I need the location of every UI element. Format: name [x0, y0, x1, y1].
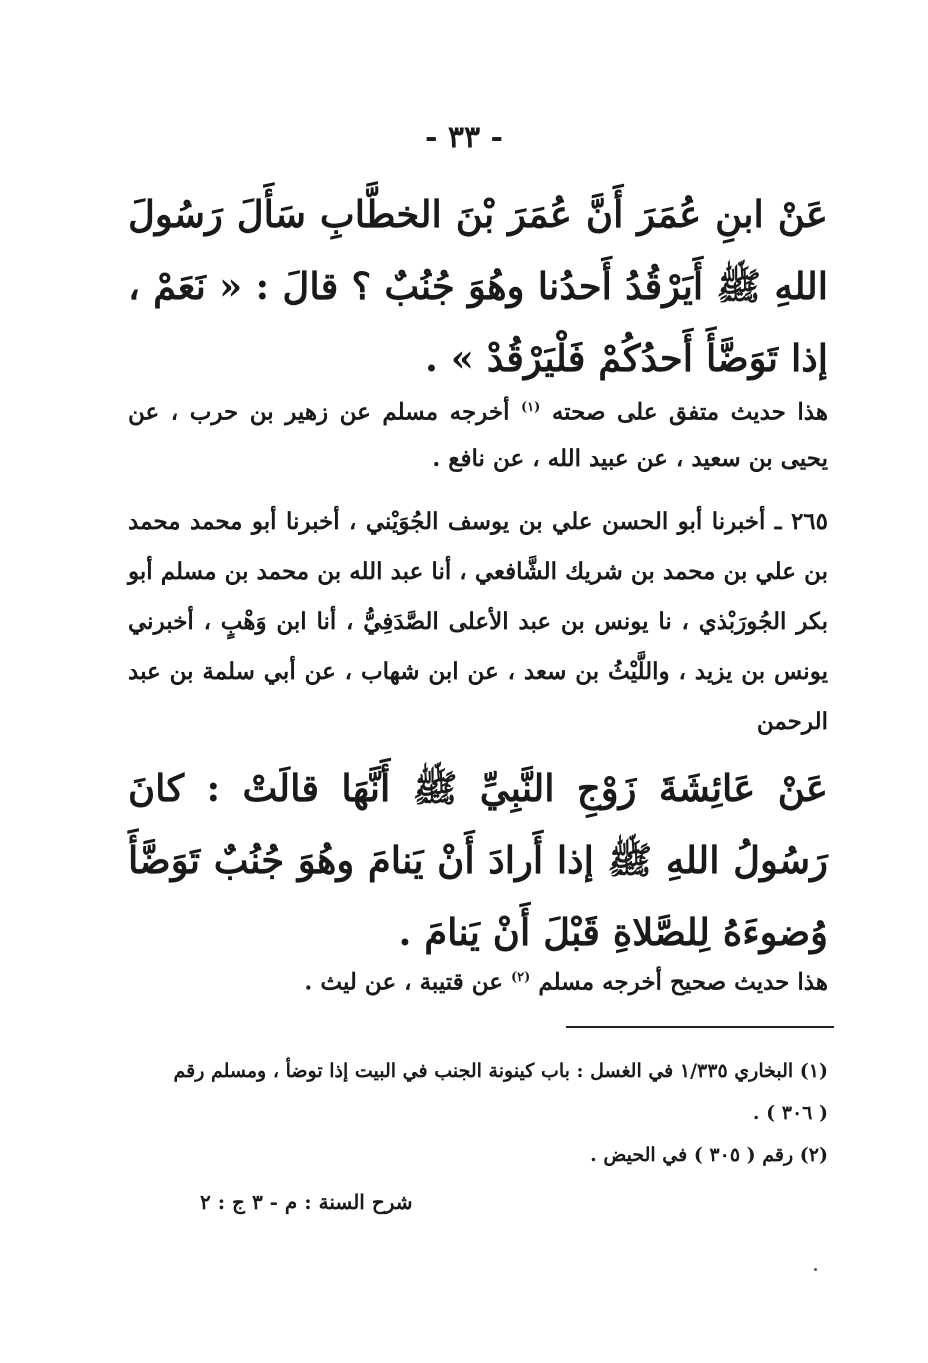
print-speck: [814, 1268, 817, 1271]
hadith-1-takhrij-text: هذا حديث متفق على صحته: [551, 398, 829, 426]
footnotes: [168, 1050, 828, 1176]
footnote-ref-1: (١): [521, 400, 541, 415]
hadith-2-matn: عَنْ عَائِشَةَ زَوْجِ النَّبِيِّ ﷺ أَنَّهَا قالَتْ : كانَ رَسُولُ اللهِ ﷺ إذا أَرادَ أَنْ يَنامَ وهُوَ جُنُبٌ تَوَضَّأَ وُضوءَهُ لِلصَّلاةِ قَبْلَ أَنْ يَنامَ .: [128, 766, 828, 954]
hadith-2-isnad: ٢٦٥ ـ أخبرنا أبو الحسن علي بن يوسف الجُوَيْني ، أخبرنا أبو محمد محمد بن علي بن محمد بن شريك الشَّافعي ، أنا عبد الله بن محمد بن مسلم أبو بكر الجُورَبْذي ، نا يونس بن عبد الأعلى الصَّدَفِيُّ ، أنا ابن وَهْبٍ ، أخبرني يونس بن يزيد ، واللَّيْثُ بن سعد ، عن ابن شهاب ، عن أبي سلمة بن عبد الرحمن: [128, 508, 828, 735]
hadith-1-takhrij-rest: أخرجه مسلم عن زهير بن حرب ، عن يحيى بن سعيد ، عن عبيد الله ، عن نافع .: [128, 398, 828, 472]
hadith-1-takhrij: [128, 385, 828, 482]
footnote-ref-2: (٢): [511, 970, 531, 985]
printer-signature: شرح السنة : م - ٣ ج : ٢: [200, 1190, 413, 1214]
hadith-2-takhrij: [128, 955, 828, 1006]
footnote-divider: [566, 1026, 834, 1028]
footnote-2: (٢) رقم ( ٣٠٥ ) في الحيض .: [590, 1144, 828, 1166]
hadith-2-takhrij-rest: عن قتيبة ، عن ليث .: [304, 968, 503, 996]
hadith-2-takhrij-text: هذا حديث صحيح أخرجه مسلم: [538, 968, 828, 996]
hadith-1-matn: عَنْ ابنِ عُمَرَ أَنَّ عُمَرَ بْنَ الخطَّابِ سَأَلَ رَسُولَ اللهِ ﷺ أَيَرْقُدُ أَحدُنا وهُوَ جُنُبٌ ؟ قالَ : « نَعَمْ ، إذا تَوَضَّأَ أَحدُكُمْ فَلْيَرْقُدْ » .: [128, 192, 828, 380]
footnote-1: (١) البخاري ١/٣٣٥ في الغسل : باب كينونة الجنب في البيت إذا توضأ ، ومسلم رقم ( ٣٠٦ ) .: [173, 1060, 828, 1124]
page-number: - ٣٣ -: [424, 120, 504, 155]
